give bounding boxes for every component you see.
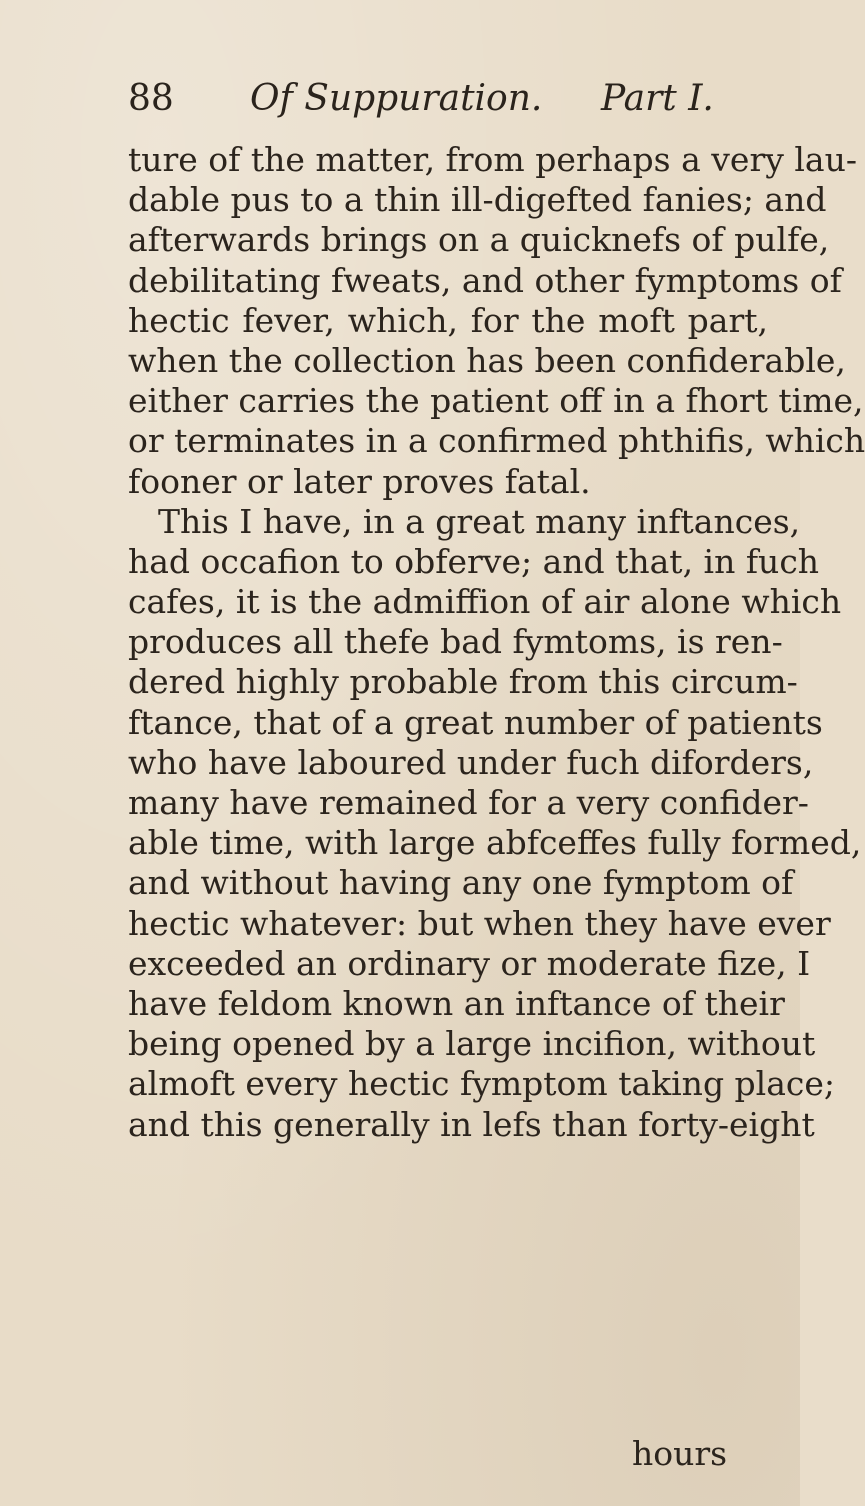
text-line: ftance, that of a great number of patients [128,702,823,742]
text-line: produces all thefe bad fymtoms, is ren- [128,622,783,662]
text-line: and this generally in lefs than forty-eight [128,1104,815,1144]
text-line: when the collection has been confiderable, [128,340,846,380]
text-line: or terminates in a confirmed phthifis, which [128,421,865,461]
text-line: ture of the matter, from perhaps a very lau- [128,140,857,179]
text-line: dered highly probable from this circum- [128,662,798,702]
text-line: hectic fever, which, for the moft part, [128,300,768,340]
text-line: exceeded an ordinary or moderate fize, I [128,943,811,983]
text-line: dable pus to a thin ill-digefted fanies; and [128,180,827,220]
text-line: able time, with large abfceffes fully formed, [128,823,862,863]
text-line: have feldom known an inftance of their [128,983,785,1023]
part-label: Part I. [601,78,714,119]
body-text [128,140,865,1145]
text-line: afterwards brings on a quicknefs of pulfe, [128,220,830,260]
text-line: hectic whatever: but when they have ever [128,903,831,943]
text-line: almoft every hectic fymptom taking place; [128,1064,836,1104]
catchword: hours [632,1434,728,1473]
text-line: either carries the patient off in a fhort time, [128,381,864,421]
paragraph-start: This I have, in a great many inftances, [158,501,801,541]
text-line: had occafion to obferve; and that, in fuch [128,541,820,581]
text-line: cafes, it is the admiffion of air alone which [128,582,842,622]
text-line: being opened by a large incifion, without [128,1024,816,1064]
text-line: and without having any one fymptom of [128,863,794,903]
running-head [128,78,728,126]
text-line: fooner or later proves fatal. [128,461,591,501]
text-line: who have laboured under fuch diforders, [128,742,814,782]
chapter-title: Of Suppuration. [250,78,543,119]
page-number: 88 [128,78,174,119]
text-line: many have remained for a very confider- [128,783,809,822]
text-line: debilitating fweats, and other fymptoms of [128,260,842,300]
